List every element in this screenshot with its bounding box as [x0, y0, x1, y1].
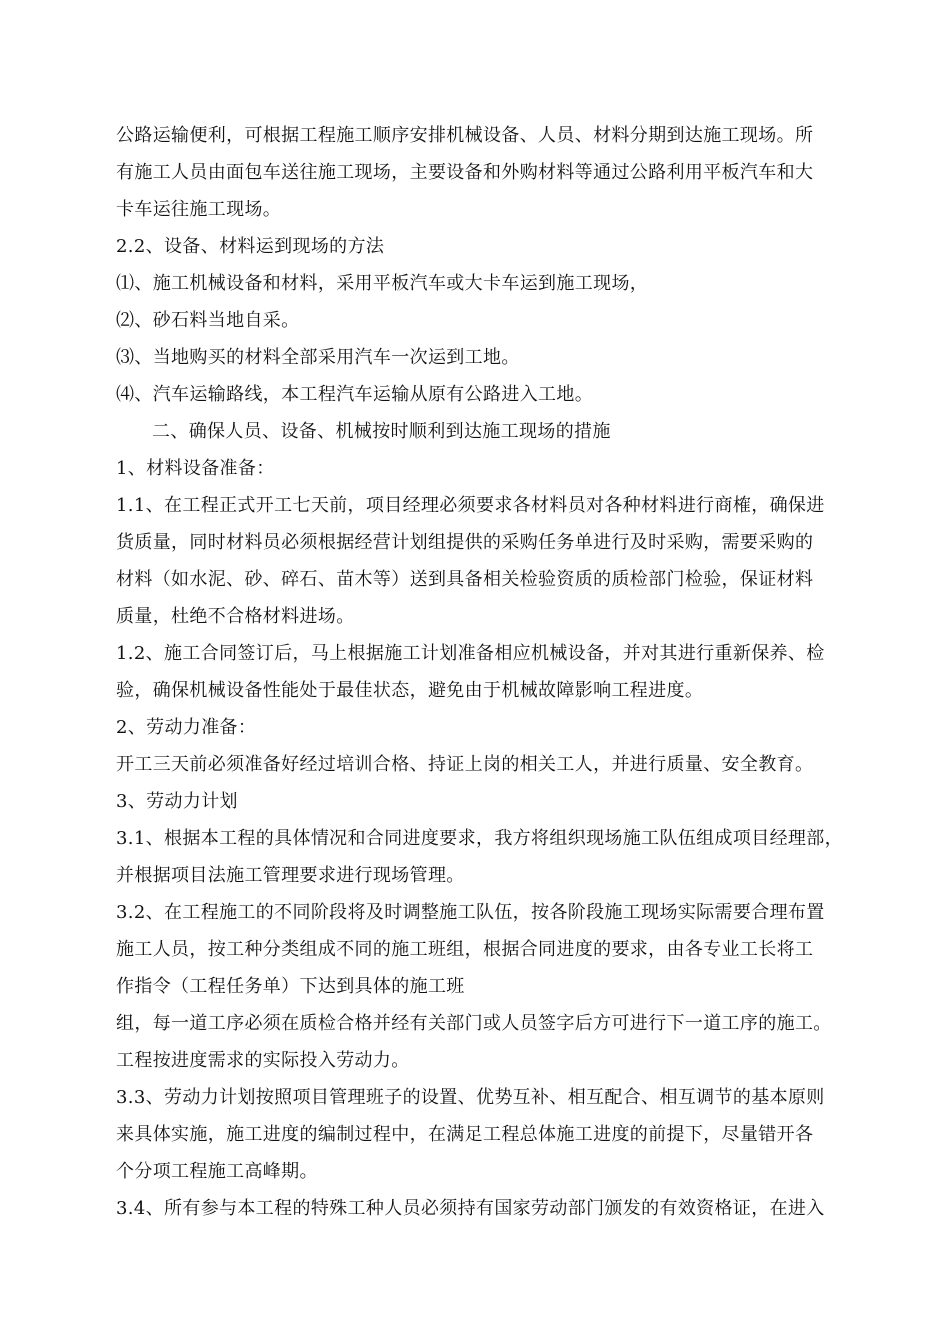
subsection-heading: 3、劳动力计划	[116, 791, 238, 812]
text-line: 3.4、所有参与本工程的特殊工种人员必须持有国家劳动部门颁发的有效资格证，在进入	[116, 1198, 825, 1219]
section-heading: 2.2、设备、材料运到现场的方法	[116, 236, 385, 257]
list-item: ⑶、当地购买的材料全部采用汽车一次运到工地。	[116, 347, 520, 368]
text-line: 来具体实施，施工进度的编制过程中，在满足工程总体施工进度的前提下，尽量错开各	[116, 1124, 814, 1145]
text-line: 1.1、在工程正式开工七天前，项目经理必须要求各材料员对各种材料进行商榷，确保进	[116, 495, 825, 516]
text-line: 有施工人员由面包车送往施工现场，主要设备和外购材料等通过公路利用平板汽车和大	[116, 162, 814, 183]
text-line: 货质量，同时材料员必须根据经营计划组提供的采购任务单进行及时采购，需要采购的	[116, 532, 814, 553]
list-item: ⑴、施工机械设备和材料，采用平板汽车或大卡车运到施工现场，	[116, 273, 649, 294]
text-line: 个分项工程施工高峰期。	[116, 1161, 318, 1182]
text-line: 并根据项目法施工管理要求进行现场管理。	[116, 865, 465, 886]
text-line: 组，每一道工序必须在质检合格并经有关部门或人员签字后方可进行下一道工序的施工。	[116, 1013, 832, 1034]
text-line: 质量，杜绝不合格材料进场。	[116, 606, 355, 627]
text-line: 3.1、根据本工程的具体情况和合同进度要求，我方将组织现场施工队伍组成项目经理部，	[116, 828, 843, 849]
text-line: 3.3、劳动力计划按照项目管理班子的设置、优势互补、相互配合、相互调节的基本原则	[116, 1087, 825, 1108]
section-heading: 二、确保人员、设备、机械按时顺利到达施工现场的措施	[152, 421, 611, 442]
text-line: 卡车运往施工现场。	[116, 199, 282, 220]
text-line: 开工三天前必须准备好经过培训合格、持证上岗的相关工人，并进行质量、安全教育。	[116, 754, 814, 775]
text-line: 公路运输便利，可根据工程施工顺序安排机械设备、人员、材料分期到达施工现场。所	[116, 125, 814, 146]
text-line: 验，确保机械设备性能处于最佳状态，避免由于机械故障影响工程进度。	[116, 680, 704, 701]
text-line: 材料（如水泥、砂、碎石、苗木等）送到具备相关检验资质的质检部门检验，保证材料	[116, 569, 814, 590]
subsection-heading: 2、劳动力准备：	[116, 717, 257, 738]
text-line: 作指令（工程任务单）下达到具体的施工班	[116, 976, 465, 997]
text-line: 1.2、施工合同签订后，马上根据施工计划准备相应机械设备，并对其进行重新保养、检	[116, 643, 825, 664]
list-item: ⑷、汽车运输路线，本工程汽车运输从原有公路进入工地。	[116, 384, 594, 405]
subsection-heading: 1、材料设备准备：	[116, 458, 275, 479]
list-item: ⑵、砂石料当地自采。	[116, 310, 300, 331]
text-line: 工程按进度需求的实际投入劳动力。	[116, 1050, 410, 1071]
text-line: 施工人员，按工种分类组成不同的施工班组，根据合同进度的要求，由各专业工长将工	[116, 939, 814, 960]
text-line: 3.2、在工程施工的不同阶段将及时调整施工队伍，按各阶段施工现场实际需要合理布置	[116, 902, 825, 923]
